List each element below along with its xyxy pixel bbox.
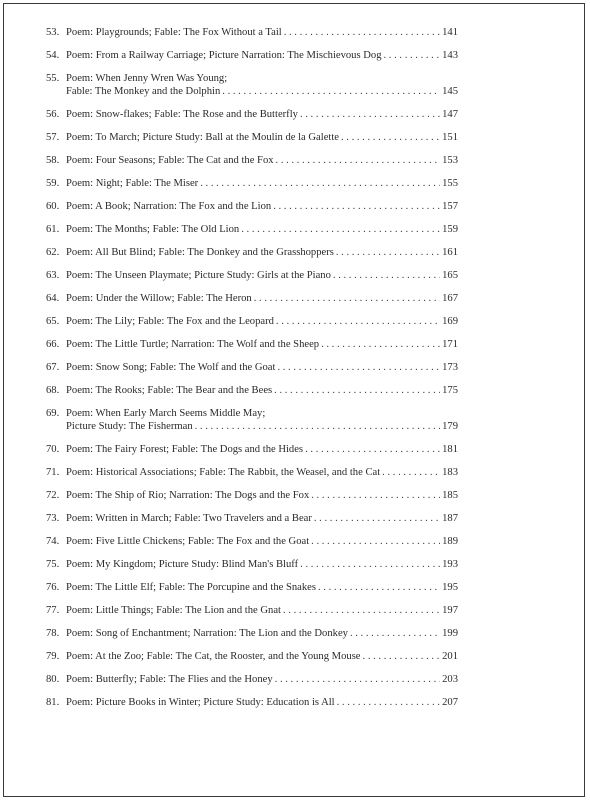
toc-entry-line [66, 85, 458, 98]
toc-entry-body [66, 512, 458, 525]
dot-leader [341, 131, 440, 144]
toc-entry-line [66, 246, 458, 259]
toc-entry-line [66, 108, 458, 121]
dot-leader [318, 581, 440, 594]
toc-entry-page-number: 171 [442, 339, 458, 350]
toc-entry-page-number: 203 [442, 674, 458, 685]
toc-entry-title: Poem: To March; Picture Study: Ball at the Moulin de la Galette [66, 132, 339, 143]
toc-entry-body [66, 154, 458, 167]
toc-entry-body [66, 315, 458, 328]
dot-leader [350, 627, 440, 640]
toc-entry-line [66, 535, 458, 548]
toc-entry-line [66, 338, 458, 351]
toc-entry-body [66, 177, 458, 190]
toc-entry-body [66, 26, 458, 39]
toc-entry [46, 246, 458, 259]
toc-entry-title-line1: Poem: When Early March Seems Middle May; [66, 408, 266, 419]
toc-entry-title: Poem: Snow Song; Fable: The Wolf and the Goat [66, 362, 276, 373]
toc-entry-page-number: 157 [442, 201, 458, 212]
toc-entry-line [66, 696, 458, 709]
toc-entry-page-number: 145 [442, 86, 458, 97]
toc-entry-body [66, 49, 458, 62]
dot-leader [311, 489, 440, 502]
dot-leader [283, 604, 440, 617]
toc-entry-line [66, 26, 458, 39]
toc-entry [46, 558, 458, 571]
toc-entry-number: 77. [46, 605, 60, 616]
toc-entry [46, 72, 458, 98]
toc-entry-number: 59. [46, 178, 60, 189]
toc-entry [46, 535, 458, 548]
toc-entry-page-number: 161 [442, 247, 458, 258]
toc-entry-number: 61. [46, 224, 60, 235]
toc-entry-page-number: 159 [442, 224, 458, 235]
toc-entry-page-number: 181 [442, 444, 458, 455]
toc-entry-number: 76. [46, 582, 60, 593]
toc-entry [46, 49, 458, 62]
toc-entry-line [66, 361, 458, 374]
dot-leader [276, 154, 441, 167]
toc-entry-number: 55. [46, 73, 60, 84]
toc-entry-body [66, 581, 458, 594]
toc-entry [46, 338, 458, 351]
toc-entry-title: Poem: A Book; Narration: The Fox and the Lion [66, 201, 272, 212]
toc-entry-title: Poem: Night; Fable: The Miser [66, 178, 199, 189]
toc-entry-body [66, 292, 458, 305]
toc-entry-line [66, 512, 458, 525]
toc-entry [46, 696, 458, 709]
toc-entry [46, 407, 458, 433]
toc-entry-number: 71. [46, 467, 60, 478]
toc-entry-title: Poem: My Kingdom; Picture Study: Blind Man's Bluff [66, 559, 299, 570]
toc-entry-number: 53. [46, 27, 60, 38]
toc-entry-title: Poem: The Unseen Playmate; Picture Study: Girls at the Piano [66, 270, 331, 281]
toc-entry-body [66, 269, 458, 282]
toc-entry [46, 26, 458, 39]
toc-entry [46, 604, 458, 617]
toc-entry-title: Poem: The Ship of Rio; Narration: The Dogs and the Fox [66, 490, 310, 501]
toc-entry [46, 443, 458, 456]
toc-entry-line [66, 131, 458, 144]
toc-entry-title: Poem: Butterfly; Fable: The Flies and the Honey [66, 674, 273, 685]
toc-entry-number: 56. [46, 109, 60, 120]
toc-entry-title: Poem: The Little Turtle; Narration: The Wolf and the Sheep [66, 339, 320, 350]
toc-entry-body [66, 558, 458, 571]
toc-entry-body [66, 338, 458, 351]
toc-entry-page-number: 153 [442, 155, 458, 166]
dot-leader [241, 223, 440, 236]
dot-leader [195, 420, 440, 433]
toc-entry [46, 384, 458, 397]
toc-entry-page-number: 195 [442, 582, 458, 593]
toc-entry-page-number: 143 [442, 50, 458, 61]
toc-entry-page-number: 141 [442, 27, 458, 38]
dot-leader [284, 26, 440, 39]
toc-entry-page-number: 147 [442, 109, 458, 120]
toc-entry-page-number: 173 [442, 362, 458, 373]
toc-entry-body [66, 696, 458, 709]
toc-entry-line [66, 604, 458, 617]
toc-entry-body [66, 407, 458, 433]
toc-entry-title: Picture Study: The Fisherman [66, 421, 193, 432]
toc-entry-title: Poem: From a Railway Carriage; Picture Narration: The Mischievous Dog [66, 50, 382, 61]
toc-entry-title: Poem: At the Zoo; Fable: The Cat, the Rooster, and the Young Mouse [66, 651, 361, 662]
toc-entry-line [66, 384, 458, 397]
toc-entry-number: 60. [46, 201, 60, 212]
toc-entry [46, 650, 458, 663]
dot-leader [314, 512, 440, 525]
toc-entry [46, 315, 458, 328]
toc-entry-page-number: 179 [442, 421, 458, 432]
toc-entry-title: Poem: The Little Elf; Fable: The Porcupine and the Snakes [66, 582, 316, 593]
toc-entry-number: 64. [46, 293, 60, 304]
toc-entry-line [66, 650, 458, 663]
toc-entry-body [66, 72, 458, 98]
toc-entry-page-number: 183 [442, 467, 458, 478]
toc-entry-number: 58. [46, 155, 60, 166]
dot-leader [382, 466, 440, 479]
toc-entry-title: Poem: Snow-flakes; Fable: The Rose and the Butterfly [66, 109, 298, 120]
toc-entry-page-number: 155 [442, 178, 458, 189]
dot-leader [276, 315, 440, 328]
toc-entry-line [66, 466, 458, 479]
dot-leader [337, 696, 440, 709]
toc-entry-title: Poem: Little Things; Fable: The Lion and the Gnat [66, 605, 281, 616]
toc-entry-line [66, 49, 458, 62]
toc-entry-body [66, 627, 458, 640]
toc-entry-line [66, 177, 458, 190]
toc-entry-line [66, 581, 458, 594]
toc-entry-number: 72. [46, 490, 60, 501]
table-of-contents [46, 26, 458, 719]
dot-leader [384, 49, 441, 62]
toc-entry [46, 581, 458, 594]
toc-entry [46, 108, 458, 121]
toc-entry [46, 466, 458, 479]
dot-leader [333, 269, 440, 282]
toc-entry-number: 70. [46, 444, 60, 455]
toc-entry-title: Poem: Five Little Chickens; Fable: The Fox and the Goat [66, 536, 310, 547]
toc-entry-number: 74. [46, 536, 60, 547]
toc-entry-page-number: 169 [442, 316, 458, 327]
toc-entry-line [66, 673, 458, 686]
toc-entry-page-number: 165 [442, 270, 458, 281]
toc-entry-title: Poem: Written in March; Fable: Two Travelers and a Bear [66, 513, 312, 524]
toc-entry-body [66, 108, 458, 121]
toc-entry-body [66, 200, 458, 213]
dot-leader [275, 673, 440, 686]
toc-entry [46, 269, 458, 282]
toc-entry-title: Poem: The Fairy Forest; Fable: The Dogs and the Hides [66, 444, 304, 455]
toc-entry-line [66, 489, 458, 502]
toc-entry-body [66, 466, 458, 479]
toc-entry-number: 68. [46, 385, 60, 396]
dot-leader [274, 384, 440, 397]
toc-entry-page-number: 151 [442, 132, 458, 143]
toc-entry-number: 67. [46, 362, 60, 373]
toc-entry-title: Poem: Under the Willow; Fable: The Heron [66, 293, 252, 304]
toc-entry-page-number: 185 [442, 490, 458, 501]
toc-entry-body [66, 535, 458, 548]
toc-entry-number: 75. [46, 559, 60, 570]
toc-entry-page-number: 199 [442, 628, 458, 639]
toc-entry-number: 79. [46, 651, 60, 662]
toc-entry-title: Poem: Song of Enchantment; Narration: The Lion and the Donkey [66, 628, 348, 639]
toc-entry-page-number: 175 [442, 385, 458, 396]
dot-leader [273, 200, 440, 213]
toc-entry-line [66, 223, 458, 236]
toc-entry-title: Poem: Playgrounds; Fable: The Fox Without a Tail [66, 27, 282, 38]
dot-leader [336, 246, 440, 259]
dot-leader [200, 177, 440, 190]
toc-entry-number: 73. [46, 513, 60, 524]
toc-entry [46, 627, 458, 640]
toc-entry [46, 200, 458, 213]
toc-entry-line [66, 200, 458, 213]
toc-entry-page-number: 167 [442, 293, 458, 304]
toc-entry-page-number: 193 [442, 559, 458, 570]
toc-entry-title: Poem: The Lily; Fable: The Fox and the Leopard [66, 316, 274, 327]
toc-entry-body [66, 489, 458, 502]
toc-entry-title: Poem: The Months; Fable: The Old Lion [66, 224, 240, 235]
toc-entry-number: 69. [46, 408, 60, 419]
toc-entry-page-number: 207 [442, 697, 458, 708]
toc-entry-body [66, 384, 458, 397]
toc-entry-body [66, 131, 458, 144]
dot-leader [321, 338, 440, 351]
toc-entry [46, 223, 458, 236]
toc-entry-number: 65. [46, 316, 60, 327]
toc-entry-title: Poem: Four Seasons; Fable: The Cat and the Fox [66, 155, 274, 166]
toc-entry-line [66, 292, 458, 305]
toc-entry-body [66, 246, 458, 259]
toc-entry [46, 131, 458, 144]
toc-entry [46, 512, 458, 525]
toc-entry [46, 292, 458, 305]
toc-entry-title: Poem: The Rooks; Fable: The Bear and the Bees [66, 385, 273, 396]
dot-leader [305, 443, 440, 456]
toc-entry-number: 63. [46, 270, 60, 281]
toc-entry-line [66, 443, 458, 456]
toc-entry-line [66, 420, 458, 433]
toc-entry-title: Poem: Picture Books in Winter; Picture Study: Education is All [66, 697, 335, 708]
dot-leader [222, 85, 440, 98]
toc-entry-title: Fable: The Monkey and the Dolphin [66, 86, 221, 97]
toc-entry [46, 673, 458, 686]
toc-entry [46, 177, 458, 190]
toc-entry-body [66, 650, 458, 663]
toc-entry [46, 154, 458, 167]
toc-entry-title: Poem: Historical Associations; Fable: The Rabbit, the Weasel, and the Cat [66, 467, 381, 478]
toc-entry-number: 80. [46, 674, 60, 685]
toc-entry [46, 489, 458, 502]
toc-entry-page-number: 187 [442, 513, 458, 524]
toc-entry-page-number: 201 [442, 651, 458, 662]
toc-entry-number: 78. [46, 628, 60, 639]
toc-entry-line [66, 627, 458, 640]
toc-entry-body [66, 673, 458, 686]
toc-entry-body [66, 443, 458, 456]
dot-leader [300, 108, 440, 121]
toc-entry-body [66, 361, 458, 374]
toc-entry-number: 62. [46, 247, 60, 258]
toc-entry-number: 66. [46, 339, 60, 350]
toc-entry-line [66, 269, 458, 282]
toc-entry-body [66, 604, 458, 617]
dot-leader [254, 292, 440, 305]
dot-leader [277, 361, 440, 374]
dot-leader [311, 535, 440, 548]
toc-entry-title-line1: Poem: When Jenny Wren Was Young; [66, 73, 228, 84]
dot-leader [300, 558, 440, 571]
toc-entry-number: 81. [46, 697, 60, 708]
toc-entry-line [66, 154, 458, 167]
toc-entry-body [66, 223, 458, 236]
toc-entry-line [66, 315, 458, 328]
toc-entry [46, 361, 458, 374]
toc-entry-number: 57. [46, 132, 60, 143]
toc-entry-page-number: 189 [442, 536, 458, 547]
toc-entry-title: Poem: All But Blind; Fable: The Donkey and the Grasshoppers [66, 247, 334, 258]
dot-leader [363, 650, 441, 663]
toc-entry-line [66, 558, 458, 571]
toc-entry-page-number: 197 [442, 605, 458, 616]
toc-entry-number: 54. [46, 50, 60, 61]
